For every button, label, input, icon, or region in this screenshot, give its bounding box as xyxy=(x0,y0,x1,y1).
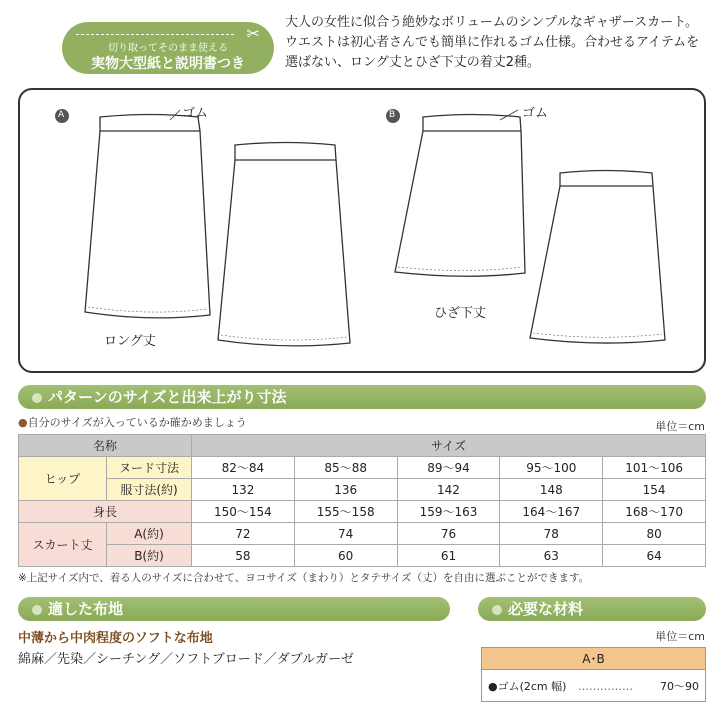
fabric-headline: 中薄から中肉程度のソフトな布地 xyxy=(18,631,213,646)
cell: 150〜154 xyxy=(192,501,295,523)
description: 大人の女性に似合う絶妙なボリュームのシンプルなギャザースカート。ウエストは初心者さんでも簡単に作れるゴム仕様。合わせるアイテムを選ばない、ロング丈とひざ下丈の着丈2種。 xyxy=(285,15,700,70)
cell: 64 xyxy=(603,545,706,567)
cell: 89〜94 xyxy=(397,457,500,479)
skirt-b-back xyxy=(530,171,665,344)
bullet-icon xyxy=(32,393,42,403)
size-section-title: パターンのサイズと出来上がり寸法 xyxy=(48,388,287,406)
bullet-icon xyxy=(492,605,502,615)
size-footnote: ※上記サイズ内で、着る人のサイズに合わせて、ヨコサイズ（まわり）とタテサイズ（丈）を自由に選ぶことができます。 xyxy=(18,572,590,584)
size-section-header xyxy=(18,385,706,409)
size-note xyxy=(18,414,247,430)
cell: 82〜84 xyxy=(192,457,295,479)
header-size: サイズ xyxy=(192,435,706,457)
cell: 168〜170 xyxy=(603,501,706,523)
cell: 60 xyxy=(294,545,397,567)
header-name: 名称 xyxy=(19,435,192,457)
cell: 85〜88 xyxy=(294,457,397,479)
cell: 159〜163 xyxy=(397,501,500,523)
cell: 63 xyxy=(500,545,603,567)
cell: 72 xyxy=(192,523,295,545)
bullet-icon xyxy=(32,605,42,615)
row-hip: ヒップ xyxy=(19,457,107,501)
size-note-text: 自分のサイズが入っているか確かめましょう xyxy=(27,416,247,429)
cell: 76 xyxy=(397,523,500,545)
cell: 61 xyxy=(397,545,500,567)
size-table xyxy=(18,434,706,567)
table-row xyxy=(19,457,706,479)
materials-section-header xyxy=(478,597,706,621)
table-row xyxy=(482,670,706,702)
badge-line1: 切り取ってそのまま使える xyxy=(108,43,228,54)
badge-line2: 実物大型紙と説明書つき xyxy=(91,56,245,72)
size-unit: 単位＝cm xyxy=(655,420,705,433)
cell: 101〜106 xyxy=(603,457,706,479)
materials-header: A･B xyxy=(482,648,706,670)
row-a: A(約) xyxy=(107,523,192,545)
elastic-label-b: ゴム xyxy=(522,106,549,121)
cell: 80 xyxy=(603,523,706,545)
table-row xyxy=(19,479,706,501)
cell: 74 xyxy=(294,523,397,545)
cell: 142 xyxy=(397,479,500,501)
cell: 78 xyxy=(500,523,603,545)
table-row xyxy=(19,545,706,567)
material-item: ●ゴム(2cm 幅) xyxy=(488,679,567,693)
bullet-icon: ● xyxy=(18,416,28,429)
materials-title: 必要な材料 xyxy=(508,600,584,618)
skirt-b-front xyxy=(395,115,525,277)
row-nude: ヌード寸法 xyxy=(107,457,192,479)
marker-b-label: B xyxy=(389,110,396,120)
fabric-list: 綿麻／先染／シーチング／ソフトブロード／ダブルガーゼ xyxy=(18,652,354,667)
below-knee-label: ひざ下丈 xyxy=(434,306,487,321)
table-row xyxy=(19,523,706,545)
elastic-label-a: ゴム xyxy=(182,106,209,121)
materials-unit: 単位＝cm xyxy=(655,630,705,643)
scissors-icon: ✂ xyxy=(246,24,260,43)
cell: 154 xyxy=(603,479,706,501)
long-length-label: ロング丈 xyxy=(104,334,156,349)
cell: 155〜158 xyxy=(294,501,397,523)
table-row xyxy=(19,501,706,523)
row-garment: 服寸法(約) xyxy=(107,479,192,501)
row-skirt-length: スカート丈 xyxy=(19,523,107,567)
cell: 58 xyxy=(192,545,295,567)
skirt-a-front xyxy=(85,115,210,318)
materials-table xyxy=(481,647,706,702)
cell: 95〜100 xyxy=(500,457,603,479)
leader-dots: …………… xyxy=(577,679,633,693)
fabric-title: 適した布地 xyxy=(48,600,124,618)
cell: 136 xyxy=(294,479,397,501)
marker-a-label: A xyxy=(58,110,65,120)
fabric-section-header xyxy=(18,597,450,621)
cell: 132 xyxy=(192,479,295,501)
row-b: B(約) xyxy=(107,545,192,567)
cell: 164〜167 xyxy=(500,501,603,523)
material-value: 70〜90 xyxy=(660,679,699,693)
skirt-a-back xyxy=(218,143,350,346)
cell: 148 xyxy=(500,479,603,501)
row-height: 身長 xyxy=(19,501,192,523)
